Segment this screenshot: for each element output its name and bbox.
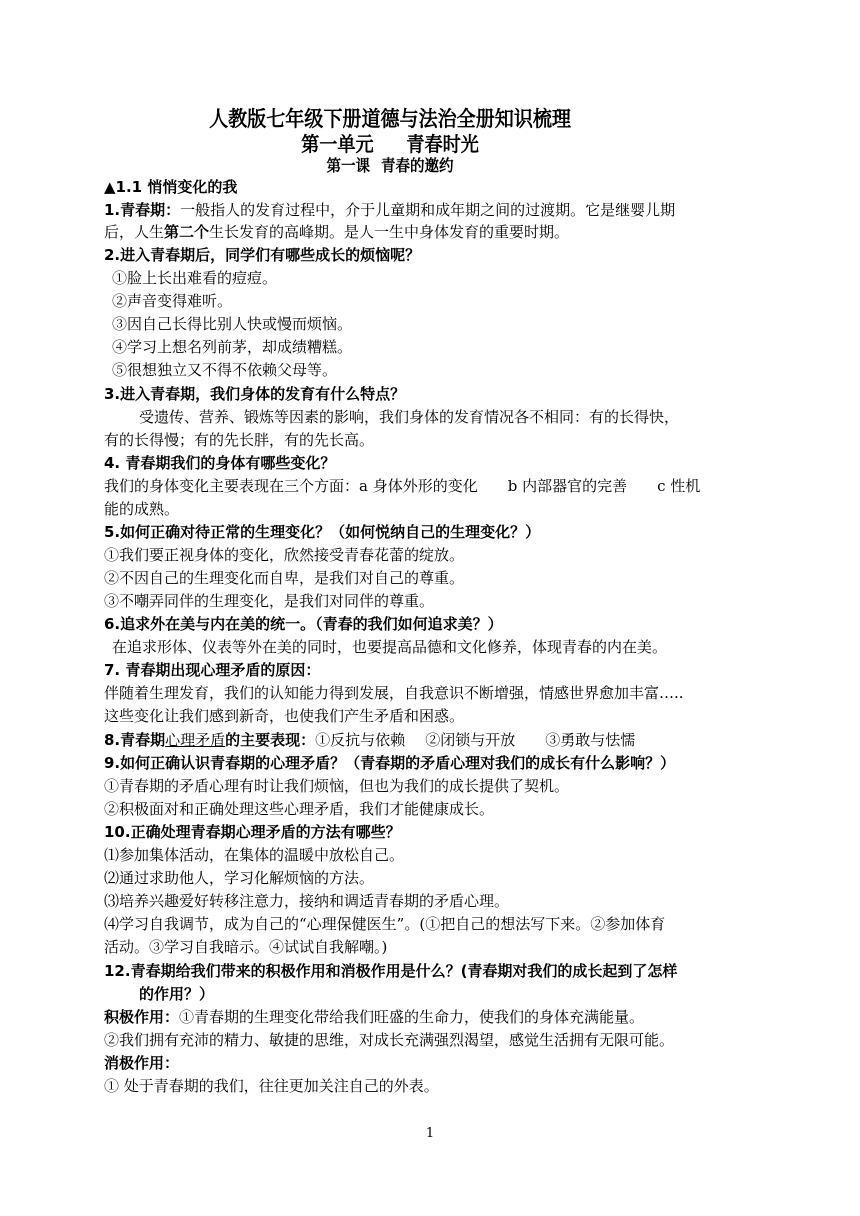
q10-item: ⑷学习自我调节，成为自己的“心理保健医生”。(①把自己的想法写下来。②参加体育 [104,915,666,933]
q2-item: ③因自己长得比别人快或慢而烦恼。 [112,315,353,333]
q9-heading: 9.如何正确认识青春期的心理矛盾？（青春期的矛盾心理对我们的成长有什么影响？） [104,754,676,772]
q1-text-2a: 后，人生 [104,223,165,241]
q1-text: 一般指人的发育过程中，介于儿童期和成年期之间的过渡期。它是继婴儿期 [180,201,676,219]
q9-item: ②积极面对和正确处理这些心理矛盾，我们才能健康成长。 [104,800,495,818]
q6-heading: 6.追求外在美与内在美的统一。（青春的我们如何追求美？） [104,615,503,633]
positive-effect-text: ①青春期的生理变化带给我们旺盛的生命力，使我们的身体充满能量。 [179,1008,645,1026]
lesson-name: 青春的邀约 [380,156,454,175]
q1-heading: 1.青春期： [104,201,181,219]
q3-heading: 3.进入青春期，我们身体的发育有什么特点？ [104,385,406,403]
q4-text-1c: c 性机 [657,477,701,495]
unit-label: 第一单元 [301,132,374,156]
q2-heading: 2.进入青春期后，同学们有哪些成长的烦恼呢？ [104,246,421,264]
q10-item: ⑴参加集体活动，在集体的温暖中放松自己。 [104,846,405,864]
positive-effect-label: 积极作用： [104,1008,180,1026]
q10-heading: 10.正确处理青春期心理矛盾的方法有哪些？ [104,823,401,841]
q10-item: 活动。③学习自我暗示。④试试自我解嘲。) [104,938,388,956]
negative-effect-text: ① 处于青春期的我们，往往更加关注自己的外表。 [104,1077,439,1095]
q10-item: ⑵通过求助他人，学习化解烦恼的方法。 [104,869,375,887]
q4-text-1a: 我们的身体变化主要表现在三个方面：a 身体外形的变化 [104,477,478,495]
q5-item: ③不嘲弄同伴的生理变化，是我们对同伴的尊重。 [104,592,435,610]
positive-effect-text-2: ②我们拥有充沛的精力、敏捷的思维，对成长充满强烈渴望，感觉生活拥有无限可能。 [104,1031,675,1049]
q2-item: ④学习上想名列前茅，却成绩糟糕。 [112,338,353,356]
q10-item: ⑶培养兴趣爱好转移注意力，接纳和调适青春期的矛盾心理。 [104,892,510,910]
q12-heading-1: 12.青春期给我们带来的积极作用和消极作用是什么？(青春期对我们的成长起到了怎样 [104,962,678,980]
lesson-label: 第一课 [326,156,371,175]
section-heading: ▲1.1 悄悄变化的我 [104,178,238,196]
lesson-heading [0,153,780,176]
q4-text-1b: b 内部器官的完善 [507,477,628,495]
page-number: 1 [425,1126,435,1141]
q8-item: ③勇敢与怯懦 [545,731,636,749]
q7-text-1: 伴随着生理发育，我们的认知能力得到发展，自我意识不断增强，情感世界愈加丰富….. [104,684,684,702]
q1-line-2 [104,222,569,242]
q8-heading-underlined: 心理矛盾 [165,731,226,749]
negative-effect-label: 消极作用： [104,1054,180,1072]
document-title: 人教版七年级下册道德与法治全册知识梳理 [209,107,571,131]
q5-heading: 5.如何正确对待正常的生理变化？（如何悦纳自己的生理变化？） [104,523,541,541]
q2-item: ⑤很想独立又不得不依赖父母等。 [112,361,338,379]
q4-text-2: 能的成熟。 [104,500,180,518]
q8-heading-c: 的主要表现： [225,731,316,749]
q4-line-1 [104,476,700,496]
q5-item: ②不因自己的生理变化而自卑，是我们对自己的尊重。 [104,569,465,587]
q6-text: 在追求形体、仪表等外在美的同时，也要提高品德和文化修养，体现青春的内在美。 [112,638,668,656]
q3-text-2: 有的长得慢；有的先长胖，有的先长高。 [104,431,375,449]
q1-line-1 [104,200,675,220]
unit-name: 青春时光 [406,132,479,156]
q8-heading-a: 8.青春期 [104,731,166,749]
q8-line [104,730,635,750]
q2-item: ②声音变得难听。 [112,292,233,310]
q9-item: ①青春期的矛盾心理有时让我们烦恼，但也为我们的成长提供了契机。 [104,777,570,795]
q1-text-2b: 第二个 [164,223,210,241]
positive-effect-line [104,1007,644,1027]
q7-text-2: 这些变化让我们感到新奇，也使我们产生矛盾和困惑。 [104,707,465,725]
q8-item: ②闭锁与开放 [425,731,516,749]
q8-item: ①反抗与依赖 [315,731,406,749]
q1-text-2c: 生长发育的高峰期。是人一生中身体发育的重要时期。 [209,223,570,241]
q2-item: ①脸上长出难看的痘痘。 [112,269,278,287]
q7-heading: 7. 青春期出现心理矛盾的原因： [104,661,321,679]
q5-item: ①我们要正视身体的变化，欣然接受青春花蕾的绽放。 [104,546,465,564]
q4-heading: 4. 青春期我们的身体有哪些变化？ [104,454,336,472]
q3-text-1: 受遗传、营养、锻炼等因素的影响，我们身体的发育情况各不相同：有的长得快， [139,408,680,426]
q12-heading-2: 的作用？） [139,985,215,1003]
